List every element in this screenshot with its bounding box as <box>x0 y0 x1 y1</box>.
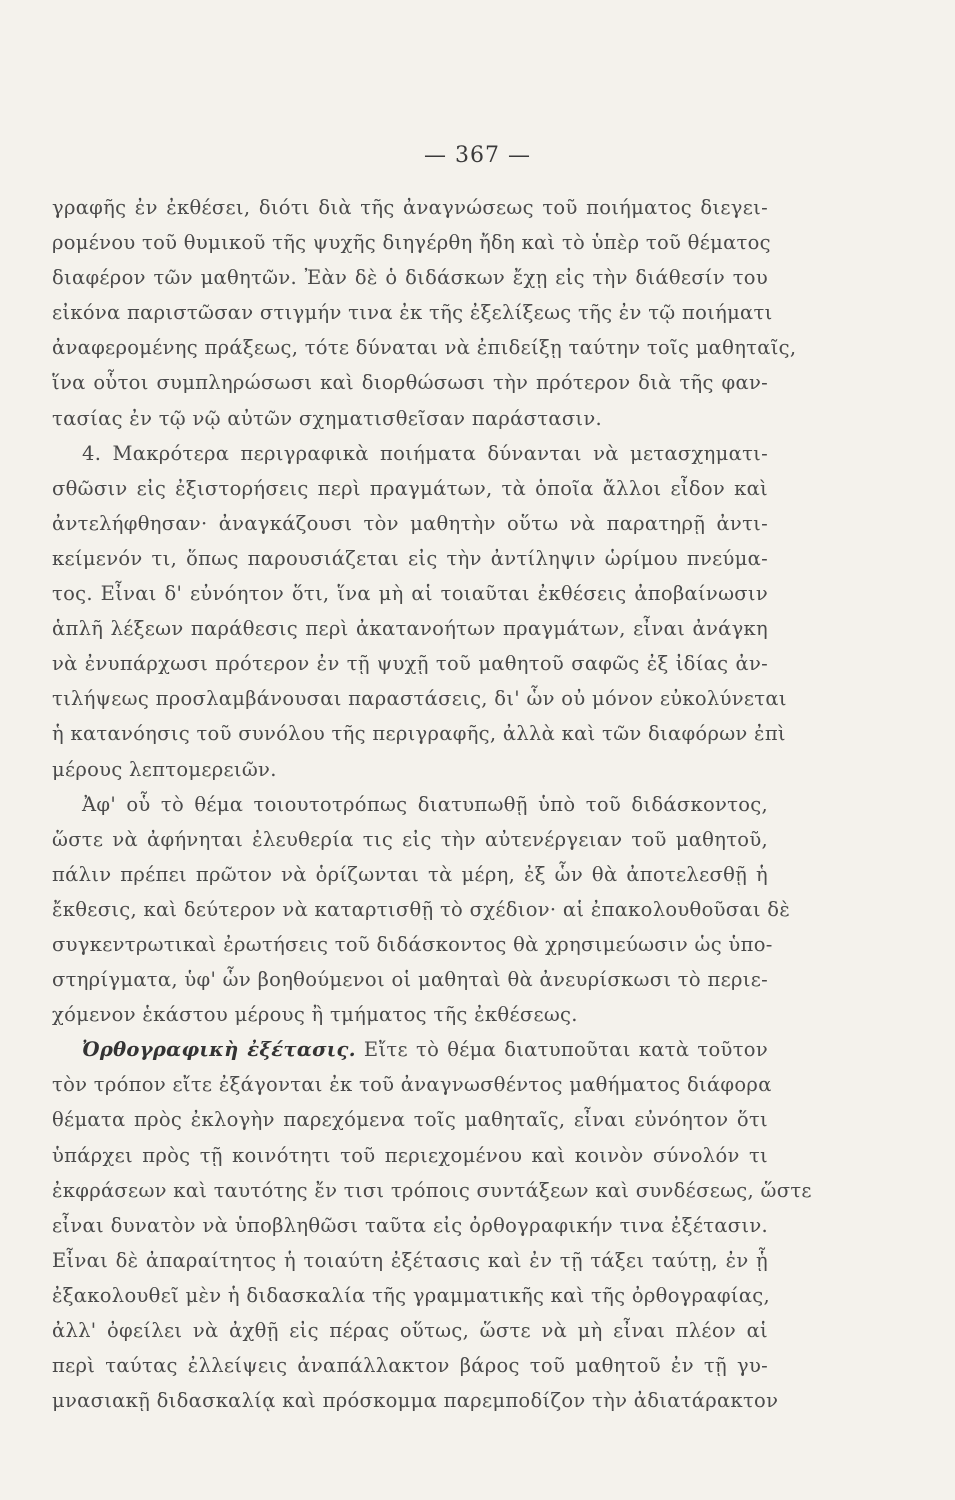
section-heading-line <box>52 1032 768 1067</box>
text-line: νὰ ἐνυπάρχωσι πρότερον ἐν τῇ ψυχῇ τοῦ μαθητοῦ σαφῶς ἐξ ἰδίας ἀν- <box>52 652 768 676</box>
text-line: εἶναι δυνατὸν νὰ ὑποβληθῶσι ταῦτα εἰς ὀρθογραφικήν τινα ἐξέτασιν. <box>52 1213 768 1237</box>
text-line: ἀναφερομένης πράξεως, τότε δύναται νὰ ἐπιδείξῃ ταύτην τοῖς μαθηταῖς, <box>52 336 797 360</box>
text-line: ἐξακολουθεῖ μὲν ἡ διδασκαλία τῆς γραμματικῆς καὶ τῆς ὀρθογραφίας, <box>52 1283 771 1307</box>
text-line: περὶ ταύτας ἐλλείψεις ἀναπάλλακτον βάρος τοῦ μαθητοῦ ἐν τῇ γυ- <box>52 1354 768 1378</box>
text-line: Εἶναι δὲ ἀπαραίτητος ἡ τοιαύτη ἐξέτασις καὶ ἐν τῇ τάξει ταύτῃ, ἐν ᾗ <box>52 1248 768 1272</box>
text-line: διαφέρον τῶν μαθητῶν. Ἐὰν δὲ ὁ διδάσκων ἔχῃ εἰς τὴν διάθεσίν του <box>52 266 768 290</box>
text-line: γραφῆς ἐν ἐκθέσει, διότι διὰ τῆς ἀναγνώσεως τοῦ ποιήματος διεγει- <box>52 196 768 219</box>
text-line: ἡ κατανόησις τοῦ συνόλου τῆς περιγραφῆς, ἀλλὰ καὶ τῶν διαφόρων ἐπὶ <box>52 722 786 746</box>
text-line: τος. Εἶναι δ' εὐνόητον ὅτι, ἵνα μὴ αἱ τοιαῦται ἐκθέσεις ἀποβαίνωσιν <box>52 582 768 606</box>
text-line: πάλιν πρέπει πρῶτον νὰ ὁρίζωνται τὰ μέρη, ἐξ ὧν θὰ ἀποτελεσθῇ ἡ <box>52 862 768 886</box>
text-line: ἵνα οὗτοι συμπληρώσωσι καὶ διορθώσωσι τὴν πρότερον διὰ τῆς φαν- <box>52 371 768 395</box>
text-line: ἁπλῆ λέξεων παράθεσις περὶ ἀκατανοήτων πραγμάτων, εἶναι ἀνάγκη <box>52 617 768 641</box>
text-line: μέρους λεπτομερειῶν. <box>52 757 277 781</box>
text-line: συγκεντρωτικαὶ ἐρωτήσεις τοῦ διδάσκοντος θὰ χρησιμεύωσιν ὡς ὑπο- <box>52 932 773 956</box>
text-line: κείμενόν τι, ὅπως παρουσιάζεται εἰς τὴν ἀντίληψιν ὡρίμου πνεύμα- <box>52 546 768 570</box>
text-line: τιλήψεως προσλαμβάνουσαι παραστάσεις, δι' ὧν οὐ μόνον εὐκολύνεται <box>52 687 787 711</box>
page-number: — 367 — <box>424 143 531 168</box>
text-line: τασίας ἐν τῷ νῷ αὐτῶν σχηματισθεῖσαν παράστασιν. <box>52 406 603 430</box>
heading-line-rest: Εἴτε τὸ θέμα διατυποῦται κατὰ τοῦτον <box>355 1038 768 1062</box>
text-line: ὑπάρχει πρὸς τῇ κοινότητι τοῦ περιεχομένου καὶ κοινὸν σύνολόν τι <box>52 1143 768 1167</box>
text-line: Ἀφ' οὗ τὸ θέμα τοιουτοτρόπως διατυπωθῇ ὑπὸ τοῦ διδάσκοντος, <box>82 792 768 816</box>
text-line: ἐκφράσεων καὶ ταυτότης ἔν τισι τρόποις συντάξεων καὶ συνδέσεως, ὥστε <box>52 1178 812 1202</box>
text-line: εἰκόνα παριστῶσαν στιγμήν τινα ἐκ τῆς ἐξελίξεως τῆς ἐν τῷ ποιήματι <box>52 301 773 325</box>
text-line: ἀντελήφθησαν· ἀναγκάζουσι τὸν μαθητὴν οὕτω νὰ παρατηρῇ ἀντι- <box>52 511 768 535</box>
text-line: σθῶσιν εἰς ἐξιστορήσεις περὶ πραγμάτων, τὰ ὁποῖα ἄλλοι εἶδον καὶ <box>52 476 768 500</box>
text-line: στηρίγματα, ὑφ' ὧν βοηθούμενοι οἱ μαθηταὶ θὰ ἀνευρίσκωσι τὸ περιε- <box>52 968 768 992</box>
text-line: μνασιακῇ διδασκαλίᾳ καὶ πρόσκομμα παρεμποδίζον τὴν ἀδιατάρακτον <box>52 1389 779 1413</box>
text-line: ἀλλ' ὀφείλει νὰ ἀχθῇ εἰς πέρας οὕτως, ὥστε νὰ μὴ εἶναι πλέον αἱ <box>52 1319 768 1342</box>
text-line: τὸν τρόπον εἴτε ἐξάγονται ἐκ τοῦ ἀναγνωσθέντος μαθήματος διάφορα <box>52 1073 772 1097</box>
text-line: 4. Μακρότερα περιγραφικὰ ποιήματα δύνανται νὰ μετασχηματι- <box>82 441 768 465</box>
text-line: χόμενον ἑκάστου μέρους ἢ τμήματος τῆς ἐκθέσεως. <box>52 1003 578 1027</box>
text-line: θέματα πρὸς ἐκλογὴν παρεχόμενα τοῖς μαθηταῖς, εἶναι εὐνόητον ὅτι <box>52 1108 768 1132</box>
text-line: ὥστε νὰ ἀφήνηται ἐλευθερία τις εἰς τὴν αὐτενέργειαν τοῦ μαθητοῦ, <box>52 827 768 851</box>
body-text <box>52 190 812 1418</box>
section-heading: Ὀρθογραφικὴ ἐξέτασις. <box>82 1038 356 1062</box>
text-line: ρομένου τοῦ θυμικοῦ τῆς ψυχῆς διηγέρθη ἤδη καὶ τὸ ὑπὲρ τοῦ θέματος <box>52 231 771 255</box>
text-line: ἔκθεσις, καὶ δεύτερον νὰ καταρτισθῇ τὸ σχέδιον· αἱ ἐπακολουθοῦσαι δὲ <box>52 897 791 921</box>
